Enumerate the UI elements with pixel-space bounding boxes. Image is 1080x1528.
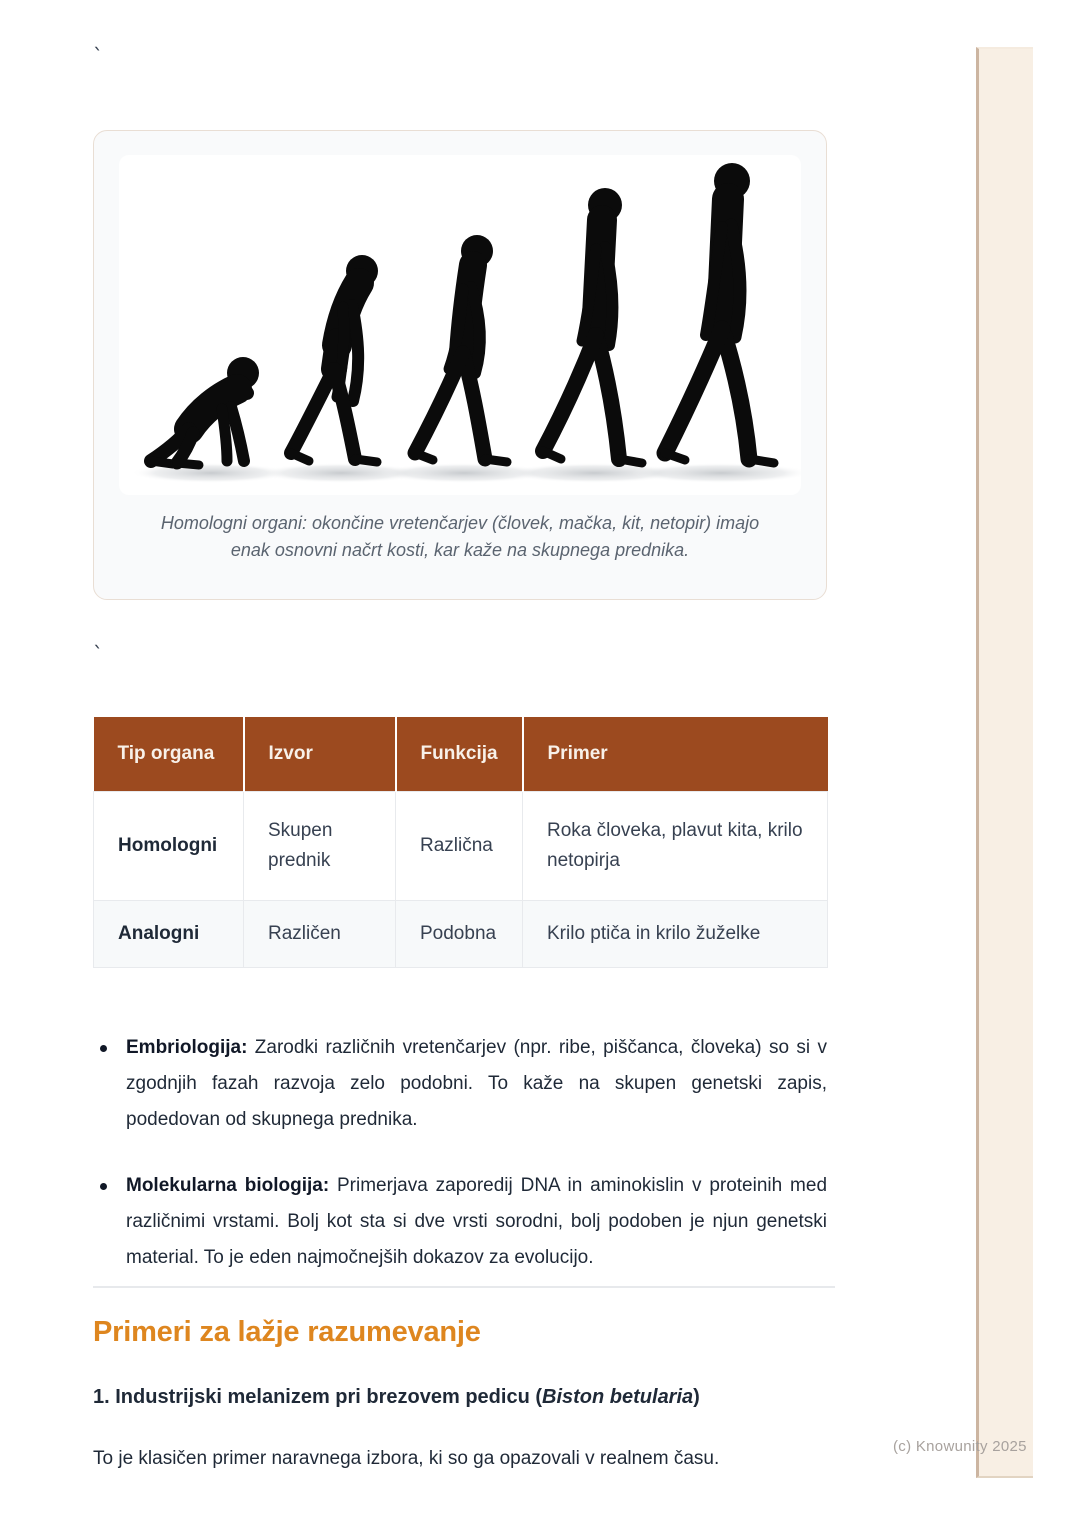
closing-paragraph: To je klasičen primer naravnega izbora, ki so ga opazovali v realnem času. [93, 1448, 720, 1469]
stray-backtick-mark: ` [92, 44, 105, 68]
near-modern-human-silhouette [543, 188, 642, 463]
early-human-silhouette [415, 235, 507, 462]
organ-comparison-table [93, 717, 828, 968]
evolution-of-man-illustration [119, 155, 801, 495]
bullet-text-embriologija: Zarodki različnih vretenčarjev (npr. ribe, piščanca, človeka) so si v zgodnjih fazah razvoja zelo podobni. To kaže na skupen genetski zapis, podedovan od skupnega prednika. [126, 1037, 827, 1130]
bullet-lead-embriologija: Embriologija: [126, 1037, 248, 1058]
figure-caption [119, 510, 801, 564]
modern-human-silhouette [665, 163, 774, 463]
subheading-suffix: ) [693, 1386, 700, 1408]
hunched-hominid-silhouette [291, 255, 378, 462]
evidence-bullet-list [93, 1030, 827, 1306]
col-header-primer: Primer [523, 717, 828, 792]
cell-tip-homologni: Homologni [94, 792, 244, 901]
section-heading: Primeri za lažje razumevanje [93, 1316, 481, 1348]
list-item-embriologija [93, 1030, 827, 1138]
cell-tip-analogni: Analogni [94, 901, 244, 968]
col-header-tip-organa: Tip organa [94, 717, 244, 792]
knowunity-watermark: (c) Knowunity 2025 [893, 1438, 1027, 1455]
example-subheading [93, 1386, 700, 1409]
col-header-funkcija: Funkcija [396, 717, 523, 792]
subheading-species-name: Biston betularia [542, 1386, 694, 1408]
cell-primer-analogni: Krilo ptiča in krilo žuželke [523, 901, 828, 968]
scanned-page-edge-stripe [976, 47, 1033, 1478]
section-divider [93, 1286, 835, 1288]
table-header-row [94, 717, 828, 792]
bullet-text-molekularna: Primerjava zaporedij DNA in aminokislin v proteinih med različnimi vrstami. Bolj kot sta si dve vrsti sorodni, bolj podoben je njun genetski material. To je eden najmočnejših dokazov za evolucijo. [126, 1175, 828, 1268]
list-item-molekularna-biologija [93, 1168, 827, 1276]
table-row-homologni [94, 792, 828, 901]
figure-caption-line2: enak osnovni načrt kosti, kar kaže na skupnega prednika. [230, 540, 690, 560]
cell-primer-homologni: Roka človeka, plavut kita, krilo netopirja [523, 792, 828, 901]
cell-izvor-analogni: Različen [244, 901, 396, 968]
cell-izvor-homologni: Skupen prednik [244, 792, 396, 901]
bullet-lead-molekularna: Molekularna biologija: [126, 1175, 330, 1196]
evolution-image [119, 155, 801, 495]
table-row-analogni [94, 901, 828, 968]
figure-caption-line1: Homologni organi: okončine vretenčarjev (človek, mačka, kit, netopir) imajo [160, 513, 760, 533]
subheading-prefix: 1. Industrijski melanizem pri brezovem pedicu ( [93, 1386, 543, 1408]
stray-backtick-mark: ` [92, 642, 105, 666]
cell-funkcija-homologni: Različna [396, 792, 523, 901]
cell-funkcija-analogni: Podobna [396, 901, 523, 968]
col-header-izvor: Izvor [244, 717, 396, 792]
ape-silhouette [151, 357, 259, 465]
figure-card [93, 130, 827, 600]
